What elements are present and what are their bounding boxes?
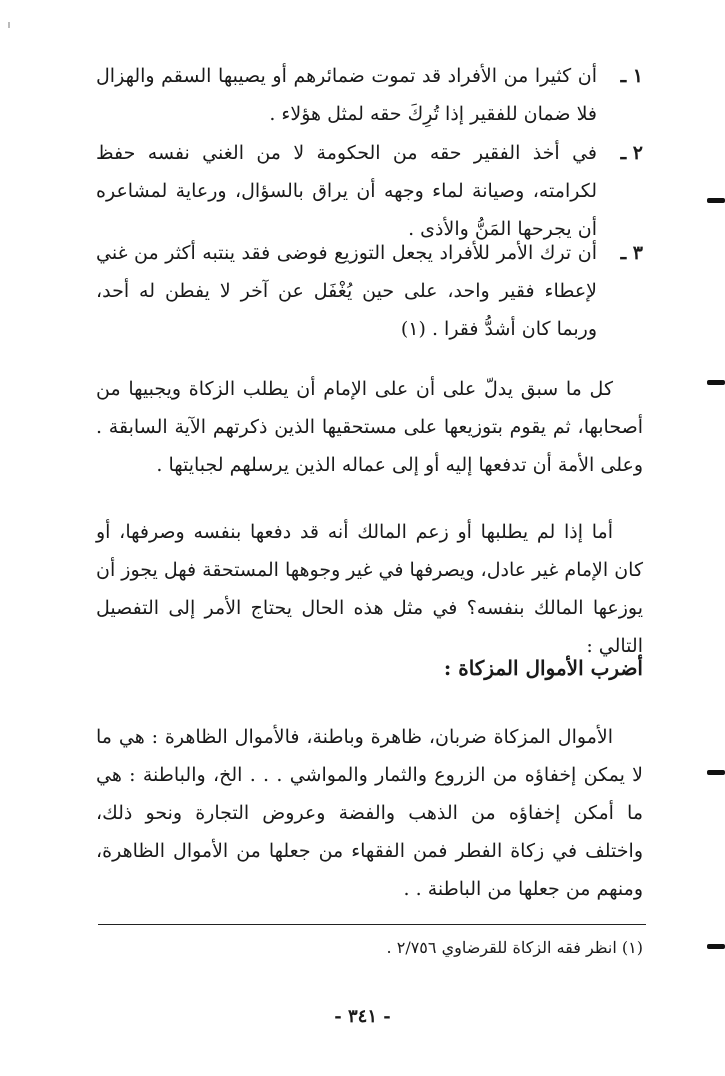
section-heading: أضرب الأموال المزكاة :: [443, 656, 643, 680]
paragraph-3: الأموال المزكاة ضربان، ظاهرة وباطنة، فالأموال الظاهرة : هي ما لا يمكن إخفاؤه من الزروع والثمار والمواشي . . . الخ، والباطنة : هي ما أمكن إخفاؤه من الذهب والفضة وعروض التجارة ونحو ذلك، واختلف في زكاة الفطر فمن الفقهاء من جعلها من الأموال الظاهرة، ومنهم من جعلها من الباطنة . .: [96, 726, 643, 900]
paragraph-1: كل ما سبق يدلّ على أن على الإمام أن يطلب الزكاة ويجبيها من أصحابها، ثم يقوم بتوزيعها على مستحقيها الذين ذكرتهم الآية السابقة . وعلى الأمة أن تدفعها إليه أو إلى عماله الذين يرسلهم لجبايتها .: [96, 378, 643, 476]
footnote: (١) انظر فقه الزكاة للقرضاوي ٢/٧٥٦ .: [386, 938, 643, 957]
list-item-2-text: في أخذ الفقير حقه من الحكومة لا من الغني نفسه حفظ لكرامته، وصيانة لماء وجهه أن يراق بالسؤال، ورعاية لمشاعره أن يجرحها المَنُّ والأذى .: [96, 142, 597, 240]
list-item-3-text: أن ترك الأمر للأفراد يجعل التوزيع فوضى فقد ينتبه أكثر من غني لإعطاء فقير واحد، على حين يُغْفَل عن آخر لا يفطن له أحد، وربما كان أشدُّ فقرا . (١): [96, 242, 597, 340]
page-number: - ٣٤١ -: [334, 1006, 391, 1027]
margin-mark: [707, 198, 725, 203]
footnote-divider: [98, 924, 646, 925]
list-item-1-text: أن كثيرا من الأفراد قد تموت ضمائرهم أو يصيبها السقم والهزال فلا ضمان للفقير إذا تُرِكَ حقه لمثل هؤلاء .: [96, 65, 597, 125]
scan-speck: [8, 22, 10, 28]
margin-mark: [707, 944, 725, 949]
paragraph-2: أما إذا لم يطلبها أو زعم المالك أنه قد دفعها بنفسه وصرفها، أو كان الإمام غير عادل، ويصرفها في غير وجوهها المستحقة فهل يجوز أن يوزعها المالك بنفسه؟ في مثل هذه الحال يحتاج الأمر إلى التفصيل التالي :: [96, 521, 643, 657]
margin-mark: [707, 770, 725, 775]
list-number-1: ١ ـ: [620, 65, 643, 87]
margin-mark: [707, 380, 725, 385]
list-number-2: ٢ ـ: [620, 142, 643, 164]
list-number-3: ٣ ـ: [620, 242, 643, 264]
